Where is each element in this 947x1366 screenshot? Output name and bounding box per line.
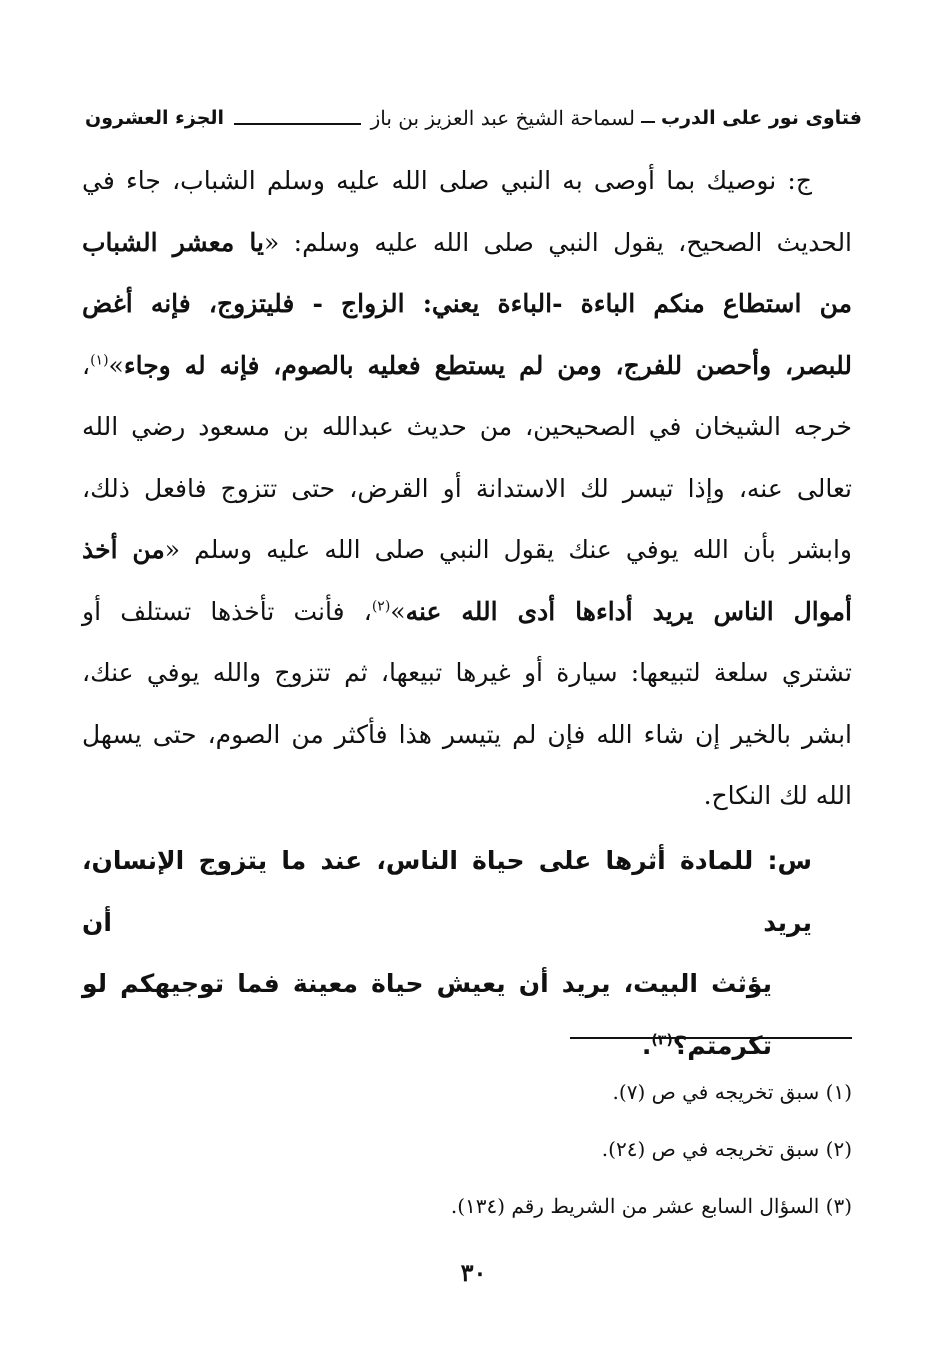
footnote-item: (١) سبق تخريجه في ص (٧). [612,1080,852,1104]
footnote-item: (٢) سبق تخريجه في ص (٢٤). [601,1137,852,1161]
page-number: ٣٠ [460,1258,487,1287]
footnote-ref[interactable]: (١) [90,352,109,369]
answer-line: تعالى عنه، وإذا تيسر لك الاستدانة أو القرض، حتى تتزوج فافعل ذلك، [82,473,852,503]
header-dash [641,121,655,123]
footnotes [300,1064,852,1235]
question-line: يؤثث البيت، يريد أن يعيش حياة معينة فما توجيهكم لو [82,969,772,998]
question-paragraph [82,830,852,1076]
answer-line: وابشر بأن الله يوفي عنك يقول النبي صلى الله عليه وسلم «من أخذ [82,535,852,564]
part-title: الجزء العشرون [85,107,225,129]
running-header [85,98,862,138]
footnote-ref[interactable]: (٢) [371,598,391,615]
book-title: فتاوى نور على الدرب [661,107,862,129]
answer-line: الله لك النكاح. [703,781,852,810]
answer-paragraph [82,150,852,827]
answer-line: أموال الناس يريد أداءها أدى الله عنه»$^{(٢)}$، فأنت تأخذها تستلف أو [82,596,852,626]
answer-line: ج: نوصيك بما أوصى به النبي صلى الله عليه وسلم الشباب، جاء في [82,166,812,195]
footnote-item: (٣) السؤال السابع عشر من الشريط رقم (١٣٤). [450,1194,852,1218]
answer-line: تشتري سلعة لتبيعها: سيارة أو غيرها تبيعها، ثم تتزوج والله يوفي عنك، [82,658,852,687]
answer-line: الحديث الصحيح، يقول النبي صلى الله عليه وسلم: «يا معشر الشباب [82,227,853,257]
author-name: لسماحة الشيخ عبد العزيز بن باز [370,106,635,130]
header-rule [234,123,361,125]
question-line: تكرمتم؟$^{(٣)}$. [641,1030,772,1060]
footnote-ref[interactable]: (٣) [651,1032,673,1049]
answer-line: من استطاع منكم الباءة -الباءة يعني: الزواج - فليتزوج، فإنه أغض [82,289,852,318]
answer-line: ابشر بالخير إن شاء الله فإن لم يتيسر هذا فأكثر من الصوم، حتى يسهل [82,719,852,749]
answer-line: خرجه الشيخان في الصحيحين، من حديث عبدالله بن مسعود رضي الله [82,412,852,441]
question-line: س: للمادة أثرها على حياة الناس، عند ما يتزوج الإنسان، يريد أن [82,846,812,937]
footnote-separator [570,1037,852,1039]
answer-line: للبصر، وأحصن للفرج، ومن لم يستطع فعليه بالصوم، فإنه له وجاء»$^{(١)}$، [82,350,852,380]
